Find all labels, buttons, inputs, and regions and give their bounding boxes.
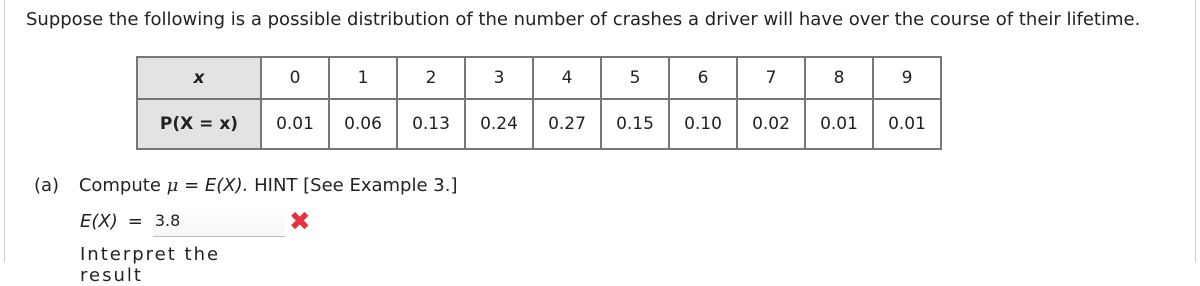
table-row-probability xyxy=(137,99,941,149)
problem-statement: Suppose the following is a possible distribution of the number of crashes a driver will have over the course of their lifetime. xyxy=(26,9,1141,30)
mu-symbol: μ xyxy=(166,175,179,196)
answer-row xyxy=(80,206,311,237)
x-value: 2 xyxy=(397,57,465,99)
probability-value: 0.02 xyxy=(737,99,805,149)
question-a xyxy=(34,175,457,196)
next-question-text: Interpret the result xyxy=(80,244,221,286)
x-value: 9 xyxy=(873,57,941,99)
next-question-fragment xyxy=(80,244,270,286)
wrong-mark-icon: ✖ xyxy=(288,206,311,237)
x-header: x xyxy=(137,57,261,99)
x-value: 3 xyxy=(465,57,533,99)
answer-label: E(X) xyxy=(80,211,118,232)
x-value: 7 xyxy=(737,57,805,99)
probability-value: 0.10 xyxy=(669,99,737,149)
compute-text: Compute xyxy=(78,175,161,196)
probability-value: 0.15 xyxy=(601,99,669,149)
probability-value: 0.06 xyxy=(329,99,397,149)
equals-sign: = xyxy=(184,175,200,196)
probability-value: 0.01 xyxy=(261,99,329,149)
expectation-expression: E(X). xyxy=(204,175,249,196)
probability-header: P(X = x) xyxy=(137,99,261,149)
part-label: (a) xyxy=(34,175,60,196)
x-value: 8 xyxy=(805,57,873,99)
probability-value: 0.13 xyxy=(397,99,465,149)
x-value: 4 xyxy=(533,57,601,99)
x-value: 0 xyxy=(261,57,329,99)
answer-equals: = xyxy=(127,211,143,232)
answer-input[interactable]: 3.8 xyxy=(153,206,285,237)
distribution-table xyxy=(136,56,942,150)
probability-value: 0.01 xyxy=(873,99,941,149)
x-value: 1 xyxy=(329,57,397,99)
probability-value: 0.01 xyxy=(805,99,873,149)
table-row-x xyxy=(137,57,941,99)
hint-link[interactable]: HINT [See Example 3.] xyxy=(254,175,458,196)
probability-value: 0.27 xyxy=(533,99,601,149)
probability-value: 0.24 xyxy=(465,99,533,149)
x-value: 5 xyxy=(601,57,669,99)
x-value: 6 xyxy=(669,57,737,99)
